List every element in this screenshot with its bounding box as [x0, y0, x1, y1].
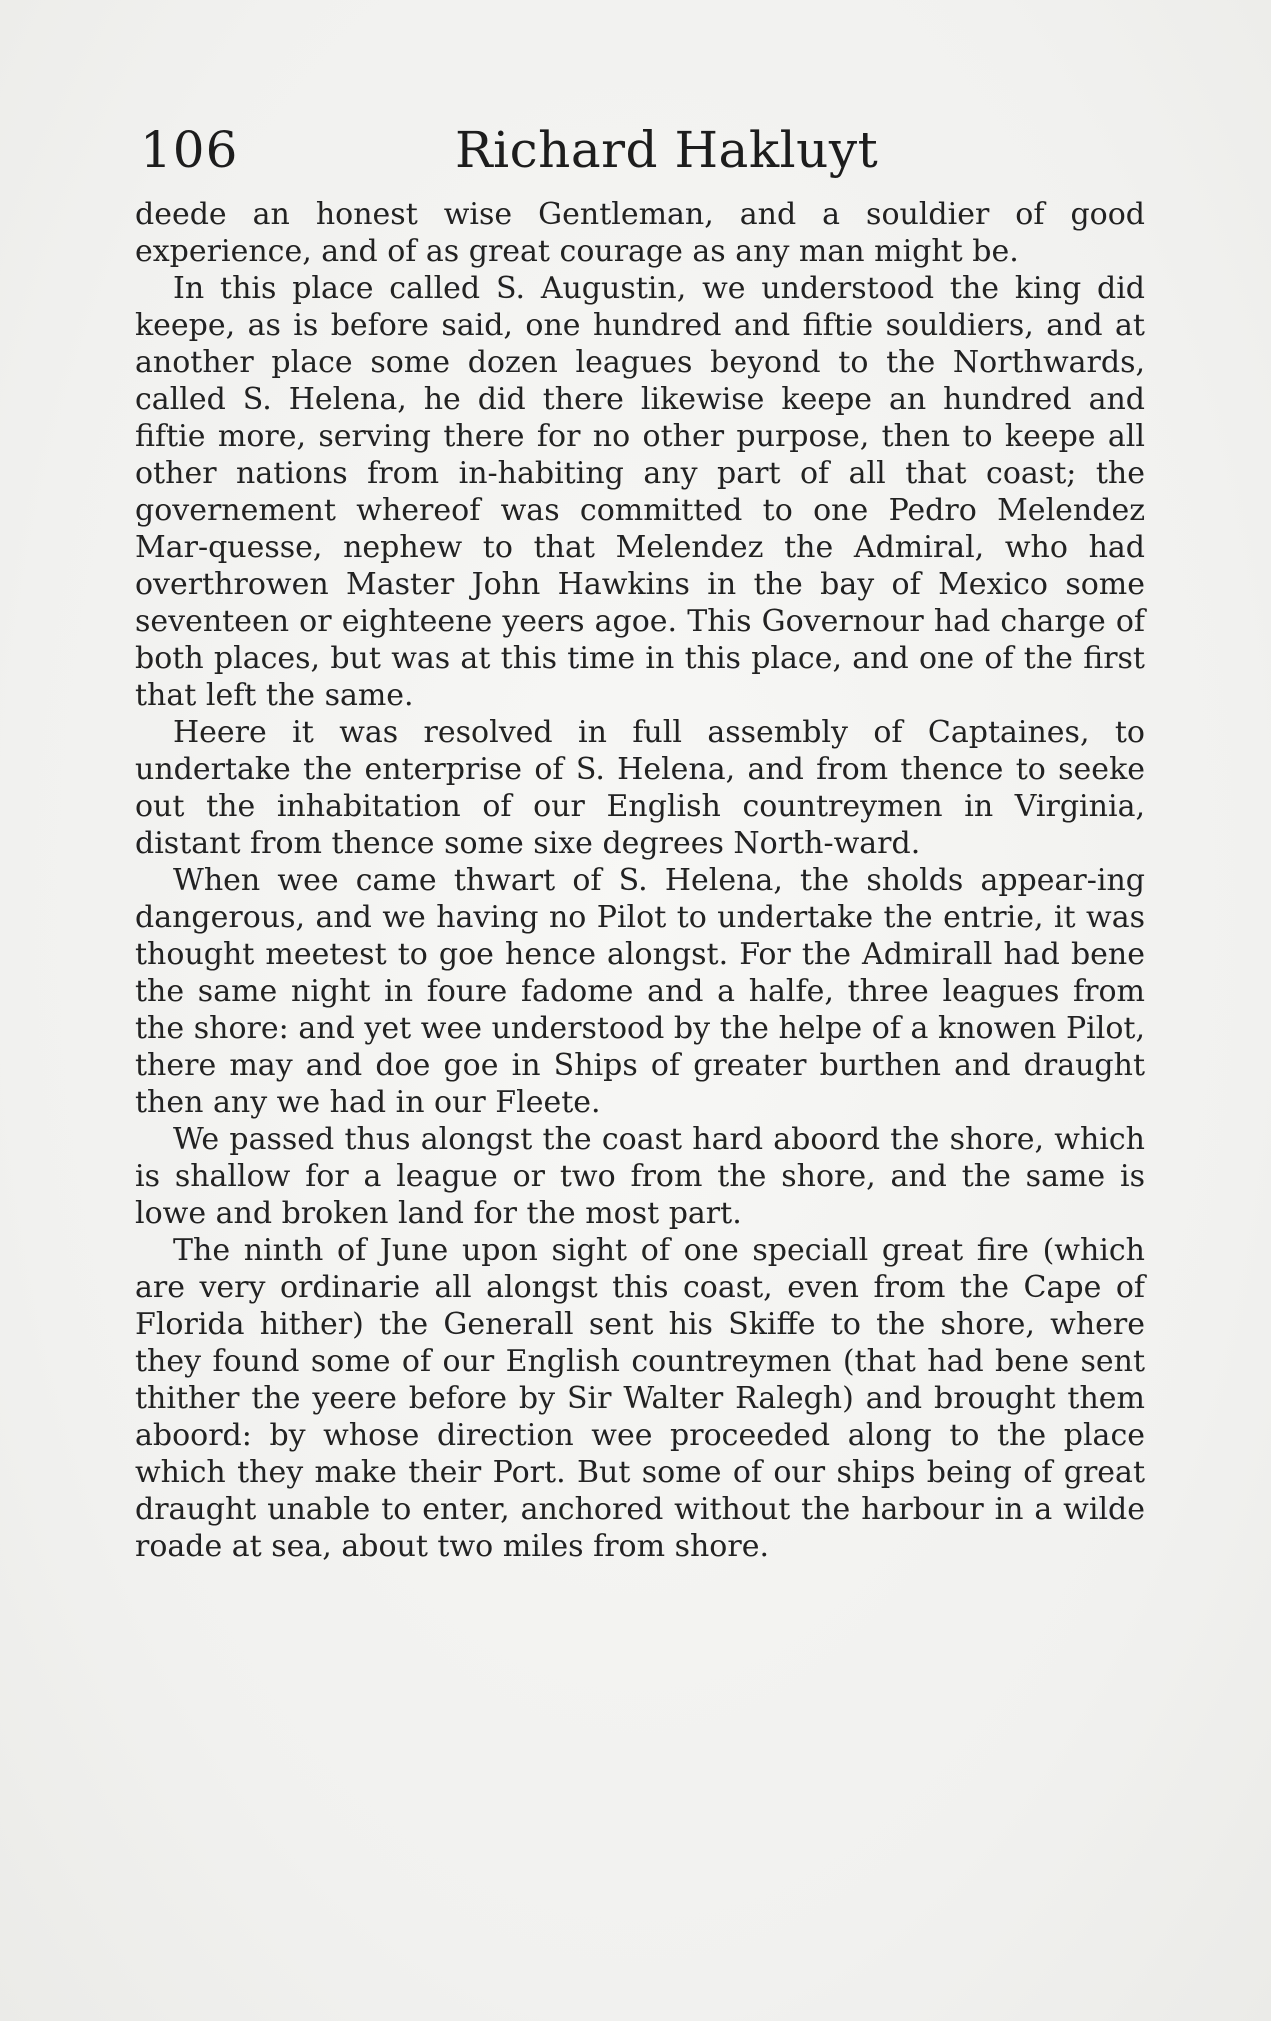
running-head [140, 118, 1140, 198]
paragraph-saint-augustin: In this place called S. Augustin, we understood the king did keepe, as is before said, one hundred and fiftie souldiers, and at another place some dozen leagues beyond to the Northwards, called S. Helena, he did there likewise keepe an hundred and fiftie more, serving there for no other purpose, then to keepe all other nations from in-habiting any part of all that coast; the governement whereof was committed to one Pedro Melendez Mar-quesse, nephew to that Melendez the Admiral, who had overthrowen Master John Hawkins in the bay of Mexico some seventeen or eighteene yeers agoe. This Governour had charge of both places, but was at this time in this place, and one of the first that left the same. [135, 271, 1145, 713]
paragraph-sholds-of-saint-helena: When wee came thwart of S. Helena, the sholds appear-ing dangerous, and we having no Pilot to undertake the entrie, it was thought meetest to goe hence alongst. For the Admirall had bene the same night in foure fadome and a halfe, three leagues from the shore: and yet wee understood by the helpe of a knowen Pilot, there may and doe goe in Ships of greater burthen and draught then any we had in our Fleete. [135, 863, 1145, 1120]
body-text [135, 196, 1145, 1565]
paragraph-passing-the-coast: We passed thus alongst the coast hard aboord the shore, which is shallow for a league or two from the shore, and the same is lowe and broken land for the most part. [135, 1122, 1145, 1231]
paragraph-assembly-of-captaines: Heere it was resolved in full assembly of Captaines, to undertake the enterprise of S. Helena, and from thence to seeke out the inhabitation of our English countreymen in Virginia, distant from thence some sixe degrees North-ward. [135, 715, 1145, 861]
paragraph-ninth-of-june: The ninth of June upon sight of one speciall great fire (which are very ordinarie all alongst this coast, even from the Cape of Florida hither) the Generall sent his Skiffe to the shore, where they found some of our English countreymen (that had bene sent thither the yeere before by Sir Walter Ralegh) and brought them aboord: by whose direction wee proceeded along to the place which they make their Port. But some of our ships being of great draught unable to enter, anchored without the harbour in a wilde roade at sea, about two miles from shore. [135, 1233, 1145, 1564]
paragraph-continued: deede an honest wise Gentleman, and a souldier of good experience, and of as great courage as any man might be. [135, 197, 1145, 269]
running-title: Richard Hakluyt [455, 121, 879, 179]
page-number: 106 [140, 121, 239, 179]
